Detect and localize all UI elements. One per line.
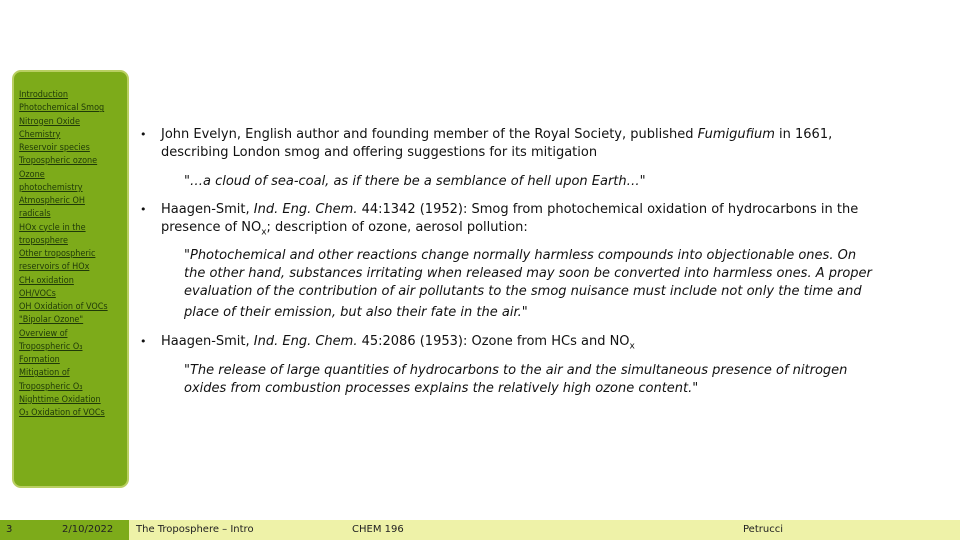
quote-haagen-1953: "The release of large quantities of hydrocarbons to the air and the simultaneous presence of nitrogen oxides from combustion processes explains the relatively high ozone content." <box>184 363 848 396</box>
bullet-text: John Evelyn, English author and founding member of the Royal Society, published <box>161 127 698 142</box>
sidebar-link[interactable]: Tropospheric O₃ <box>19 381 83 392</box>
sidebar-link[interactable]: Ozone <box>19 169 45 180</box>
slide-number: 3 <box>6 524 13 535</box>
quote-haagen-1952-end: place of their emission, but also their fate in the air." <box>184 305 528 320</box>
bullet-dot: • <box>140 335 147 348</box>
bullet-haagen-1953 <box>140 333 880 356</box>
sidebar-link[interactable]: Nighttime Oxidation <box>19 394 101 405</box>
quote-haagen-1952: "Photochemical and other reactions change normally harmless compounds into objectionable ones. On the other hand, substances irritating when released may soon be converted into harmless ones. A proper evaluation of the contribution of air pollutants to the smog nuisance must include not only the time and <box>184 248 872 299</box>
sidebar-link[interactable]: OH Oxidation of VOCs <box>19 302 108 312</box>
sidebar-link[interactable]: Chemistry <box>19 129 61 140</box>
sidebar-link[interactable]: Tropospheric ozone <box>19 156 98 167</box>
footer-author: Petrucci <box>743 524 783 535</box>
footer-left <box>0 520 129 540</box>
sidebar-link[interactable]: OH/VOCs <box>19 288 56 299</box>
bullet-text: 44:1342 (1952): Smog from photochemical oxidation of hydrocarbons in the presence of NO <box>161 202 859 235</box>
bullet-text: ; description of ozone, aerosol pollution: <box>266 220 528 235</box>
sidebar-link[interactable]: Formation <box>19 355 60 365</box>
sidebar-link[interactable]: Tropospheric O₃ <box>19 341 83 352</box>
bullet-dot: • <box>140 203 147 216</box>
bullet-haagen-1952 <box>140 201 880 242</box>
sidebar-link[interactable]: reservoirs of HOx <box>19 262 90 273</box>
sidebar-link[interactable]: Other tropospheric <box>19 249 96 259</box>
sidebar-link[interactable]: Atmospheric OH <box>19 196 85 206</box>
sidebar-link[interactable]: photochemistry <box>19 182 83 193</box>
sidebar-link[interactable]: Mitigation of <box>19 368 70 379</box>
bullet-text: in 1661, describing London smog and offering suggestions for its mitigation <box>161 127 833 160</box>
subscript: x <box>261 227 267 238</box>
sidebar-link[interactable]: Nitrogen Oxide <box>19 116 80 127</box>
sidebar-link[interactable]: radicals <box>19 209 51 220</box>
journal-name: Ind. Eng. Chem. <box>253 334 358 349</box>
sidebar-nav <box>19 89 131 420</box>
footer-bar <box>0 520 960 540</box>
quote-evelyn: "…a cloud of sea-coal, as if there be a semblance of hell upon Earth…" <box>184 174 646 189</box>
bullet-dot: • <box>140 128 147 141</box>
subscript: x <box>629 341 635 352</box>
sidebar-link[interactable]: "Bipolar Ozone" <box>19 315 84 326</box>
sidebar-link[interactable]: Reservoir species <box>19 143 90 153</box>
bullet-text: Haagen-Smit, <box>161 334 254 349</box>
sidebar-link[interactable]: Overview of <box>19 328 68 339</box>
sidebar-link[interactable]: Introduction <box>19 90 69 100</box>
sidebar-link[interactable]: HOx cycle in the <box>19 222 86 233</box>
bullet-text: 45:2086 (1953): Ozone from HCs and NO <box>357 334 630 349</box>
sidebar-link[interactable]: troposphere <box>19 235 68 246</box>
sidebar-link[interactable]: O₃ Oxidation of VOCs <box>19 408 105 418</box>
sidebar-link[interactable]: Photochemical Smog <box>19 103 105 114</box>
footer-title: The Troposphere – Intro <box>136 524 254 535</box>
sidebar-link[interactable]: CH₄ oxidation <box>19 275 74 286</box>
footer-right <box>129 520 960 540</box>
bullet-text: Haagen-Smit, <box>161 202 254 217</box>
book-title: Fumigufium <box>697 127 775 142</box>
footer-course: CHEM 196 <box>352 524 404 535</box>
bullet-evelyn <box>140 126 880 162</box>
footer-date: 2/10/2022 <box>62 524 114 535</box>
journal-name: Ind. Eng. Chem. <box>253 202 358 217</box>
